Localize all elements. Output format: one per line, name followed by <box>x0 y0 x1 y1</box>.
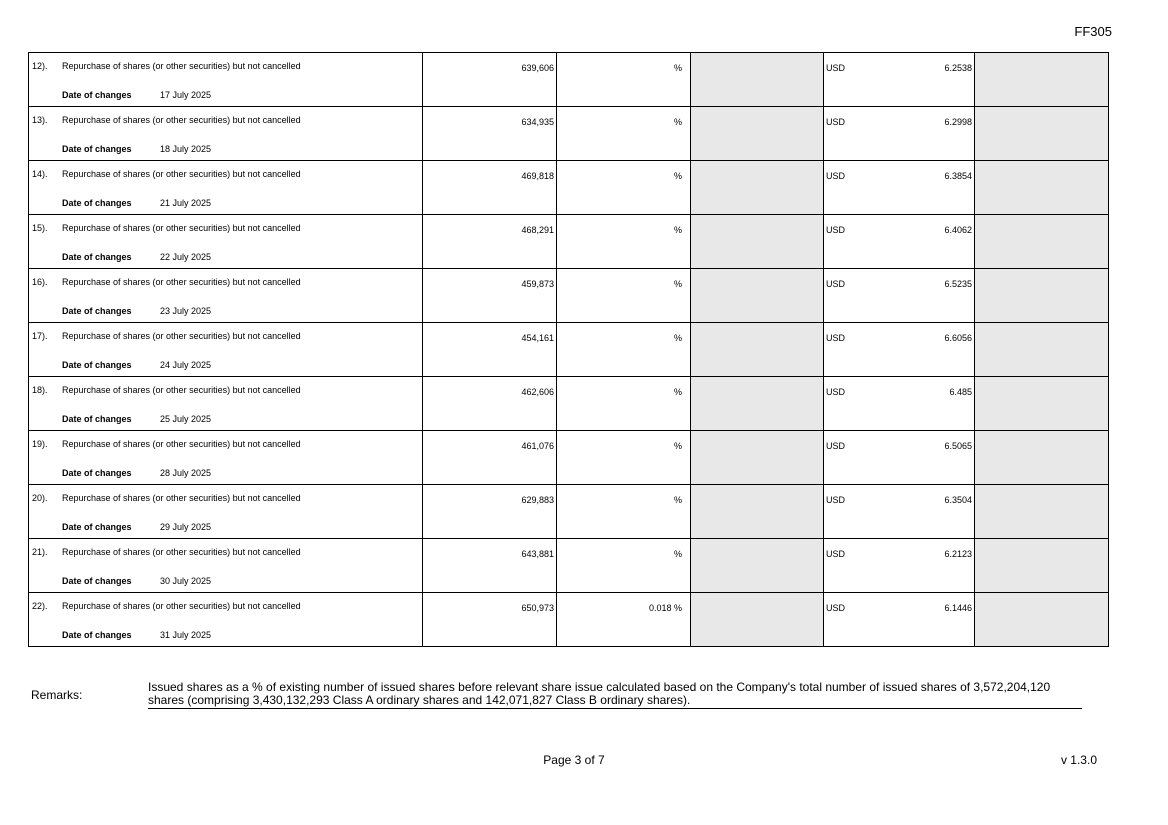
percent-value: % <box>673 171 682 181</box>
shaded-cell <box>691 53 824 107</box>
change-description: Repurchase of shares (or other securities) but not cancelled <box>62 331 301 341</box>
shares-value: 461,076 <box>521 441 554 451</box>
form-code: FF305 <box>1074 24 1112 39</box>
date-label: Date of changes <box>62 414 132 424</box>
table-row <box>29 431 1109 485</box>
change-description-cell <box>29 485 423 539</box>
shares-value: 469,818 <box>521 171 554 181</box>
percent-value: % <box>673 63 682 73</box>
table-row <box>29 53 1109 107</box>
percent-value: % <box>673 279 682 289</box>
price-value: 6.1446 <box>944 603 972 613</box>
change-description: Repurchase of shares (or other securities) but not cancelled <box>62 385 301 395</box>
shares-cell <box>423 485 557 539</box>
change-description: Repurchase of shares (or other securities) but not cancelled <box>62 493 301 503</box>
price-cell <box>824 485 975 539</box>
price-cell <box>824 323 975 377</box>
shaded-cell <box>975 323 1109 377</box>
row-number: 20). <box>32 493 48 503</box>
date-label: Date of changes <box>62 360 132 370</box>
shares-cell <box>423 107 557 161</box>
row-number: 22). <box>32 601 48 611</box>
percent-value: % <box>673 549 682 559</box>
change-description: Repurchase of shares (or other securities) but not cancelled <box>62 277 301 287</box>
shares-cell <box>423 323 557 377</box>
price-cell <box>824 431 975 485</box>
change-description-cell <box>29 53 423 107</box>
shares-cell <box>423 377 557 431</box>
shaded-cell <box>975 431 1109 485</box>
price-value: 6.485 <box>949 387 972 397</box>
row-number: 14). <box>32 169 48 179</box>
percent-cell <box>557 269 691 323</box>
price-value: 6.5065 <box>944 441 972 451</box>
shares-cell <box>423 161 557 215</box>
date-label: Date of changes <box>62 522 132 532</box>
shares-value: 639,606 <box>521 63 554 73</box>
change-description-cell <box>29 215 423 269</box>
shaded-cell <box>975 269 1109 323</box>
currency: USD <box>826 495 846 505</box>
row-number: 18). <box>32 385 48 395</box>
percent-cell <box>557 593 691 647</box>
table-row <box>29 215 1109 269</box>
price-value: 6.3504 <box>944 495 972 505</box>
shares-value: 643,881 <box>521 549 554 559</box>
price-value: 6.4062 <box>944 225 972 235</box>
currency: USD <box>826 603 846 613</box>
shaded-cell <box>975 161 1109 215</box>
price-cell <box>824 269 975 323</box>
shaded-cell <box>975 107 1109 161</box>
change-description-cell <box>29 323 423 377</box>
shares-value: 468,291 <box>521 225 554 235</box>
percent-cell <box>557 161 691 215</box>
currency: USD <box>826 63 846 73</box>
change-description-cell <box>29 593 423 647</box>
date-value: 25 July 2025 <box>160 414 212 424</box>
price-value: 6.5235 <box>944 279 972 289</box>
date-label: Date of changes <box>62 144 132 154</box>
currency: USD <box>826 549 846 559</box>
percent-value: % <box>673 333 682 343</box>
percent-cell <box>557 107 691 161</box>
price-value: 6.3854 <box>944 171 972 181</box>
price-value: 6.2123 <box>944 549 972 559</box>
shaded-cell <box>691 107 824 161</box>
currency: USD <box>826 441 846 451</box>
change-description: Repurchase of shares (or other securities) but not cancelled <box>62 601 301 611</box>
row-number: 19). <box>32 439 48 449</box>
row-number: 12). <box>32 61 48 71</box>
table-row <box>29 539 1109 593</box>
change-description-cell <box>29 161 423 215</box>
change-description: Repurchase of shares (or other securities) but not cancelled <box>62 547 301 557</box>
percent-value: % <box>673 117 682 127</box>
shaded-cell <box>975 377 1109 431</box>
currency: USD <box>826 171 846 181</box>
percent-value: % <box>673 495 682 505</box>
percent-value: % <box>673 225 682 235</box>
table-row <box>29 485 1109 539</box>
change-description: Repurchase of shares (or other securities) but not cancelled <box>62 223 301 233</box>
shaded-cell <box>975 593 1109 647</box>
shares-cell <box>423 215 557 269</box>
date-value: 17 July 2025 <box>160 90 212 100</box>
date-value: 28 July 2025 <box>160 468 212 478</box>
shares-value: 459,873 <box>521 279 554 289</box>
date-value: 22 July 2025 <box>160 252 212 262</box>
price-cell <box>824 215 975 269</box>
price-value: 6.6056 <box>944 333 972 343</box>
share-changes-table <box>28 52 1109 647</box>
date-label: Date of changes <box>62 468 132 478</box>
percent-value: % <box>673 387 682 397</box>
percent-value: % <box>673 441 682 451</box>
percent-cell <box>557 323 691 377</box>
shares-value: 650,973 <box>521 603 554 613</box>
date-value: 21 July 2025 <box>160 198 212 208</box>
date-value: 31 July 2025 <box>160 630 212 640</box>
change-description-cell <box>29 431 423 485</box>
change-description: Repurchase of shares (or other securities) but not cancelled <box>62 61 301 71</box>
date-label: Date of changes <box>62 252 132 262</box>
page-number: Page 3 of 7 <box>543 753 605 767</box>
shaded-cell <box>691 431 824 485</box>
date-value: 24 July 2025 <box>160 360 212 370</box>
percent-cell <box>557 377 691 431</box>
shaded-cell <box>691 161 824 215</box>
table-row <box>29 269 1109 323</box>
currency: USD <box>826 333 846 343</box>
shares-value: 462,606 <box>521 387 554 397</box>
table-row <box>29 161 1109 215</box>
shaded-cell <box>691 323 824 377</box>
table-row <box>29 593 1109 647</box>
version-label: v 1.3.0 <box>1060 753 1097 767</box>
currency: USD <box>826 279 846 289</box>
change-description: Repurchase of shares (or other securities) but not cancelled <box>62 439 301 449</box>
price-cell <box>824 377 975 431</box>
currency: USD <box>826 117 846 127</box>
table-row <box>29 323 1109 377</box>
row-number: 21). <box>32 547 48 557</box>
date-value: 23 July 2025 <box>160 306 212 316</box>
row-number: 13). <box>32 115 48 125</box>
percent-cell <box>557 485 691 539</box>
shaded-cell <box>975 53 1109 107</box>
price-cell <box>824 593 975 647</box>
remarks-text: Issued shares as a % of existing number of issued shares before relevant share issue calculated based on the Company's total number of issued shares of 3,572,204,120 shares (comprising 3,430,132,293 Class A ordinary shares and 142,071,827 Class B ordinary shares). <box>148 681 1082 709</box>
shares-value: 634,935 <box>521 117 554 127</box>
shaded-cell <box>691 593 824 647</box>
percent-cell <box>557 539 691 593</box>
date-label: Date of changes <box>62 306 132 316</box>
shares-value: 454,161 <box>521 333 554 343</box>
change-description: Repurchase of shares (or other securities) but not cancelled <box>62 169 301 179</box>
shares-cell <box>423 593 557 647</box>
date-value: 29 July 2025 <box>160 522 212 532</box>
shaded-cell <box>975 215 1109 269</box>
shares-cell <box>423 269 557 323</box>
table-row <box>29 107 1109 161</box>
shaded-cell <box>975 539 1109 593</box>
percent-cell <box>557 215 691 269</box>
currency: USD <box>826 387 846 397</box>
shaded-cell <box>691 377 824 431</box>
percent-cell <box>557 431 691 485</box>
shaded-cell <box>975 485 1109 539</box>
shaded-cell <box>691 215 824 269</box>
date-value: 18 July 2025 <box>160 144 212 154</box>
price-value: 6.2998 <box>944 117 972 127</box>
shares-value: 629,883 <box>521 495 554 505</box>
date-value: 30 July 2025 <box>160 576 212 586</box>
shares-cell <box>423 539 557 593</box>
row-number: 17). <box>32 331 48 341</box>
change-description-cell <box>29 107 423 161</box>
shaded-cell <box>691 269 824 323</box>
date-label: Date of changes <box>62 198 132 208</box>
price-value: 6.2538 <box>944 63 972 73</box>
price-cell <box>824 161 975 215</box>
price-cell <box>824 107 975 161</box>
price-cell <box>824 539 975 593</box>
shares-cell <box>423 53 557 107</box>
percent-value: 0.018 % <box>648 603 682 613</box>
date-label: Date of changes <box>62 90 132 100</box>
change-description: Repurchase of shares (or other securities) but not cancelled <box>62 115 301 125</box>
remarks-label: Remarks: <box>31 688 83 702</box>
shaded-cell <box>691 539 824 593</box>
row-number: 15). <box>32 223 48 233</box>
currency: USD <box>826 225 846 235</box>
shares-cell <box>423 431 557 485</box>
date-label: Date of changes <box>62 630 132 640</box>
table-row <box>29 377 1109 431</box>
change-description-cell <box>29 539 423 593</box>
percent-cell <box>557 53 691 107</box>
change-description-cell <box>29 269 423 323</box>
price-cell <box>824 53 975 107</box>
row-number: 16). <box>32 277 48 287</box>
shaded-cell <box>691 485 824 539</box>
date-label: Date of changes <box>62 576 132 586</box>
change-description-cell <box>29 377 423 431</box>
